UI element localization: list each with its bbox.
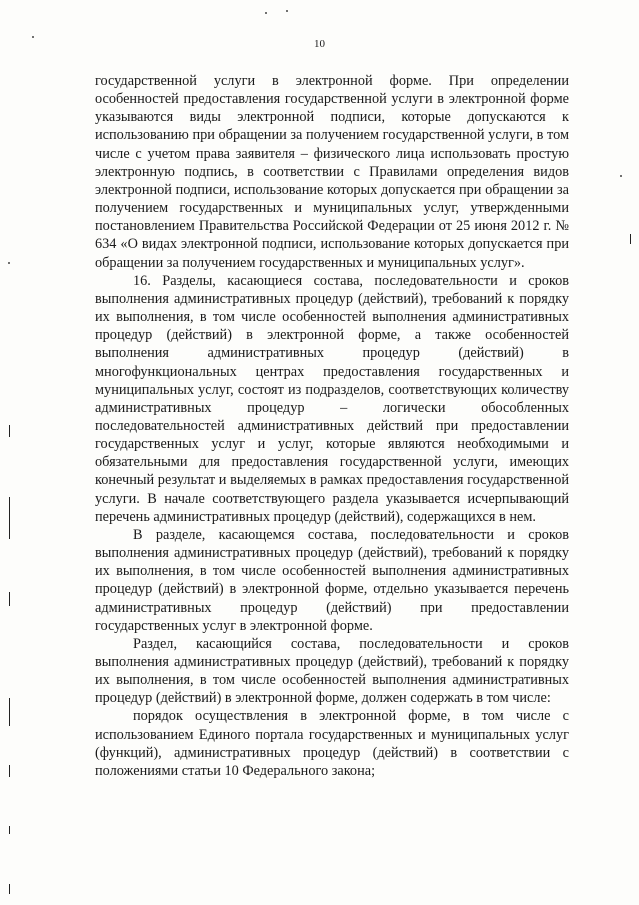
scan-mark xyxy=(9,425,10,437)
paragraph-1: государственной услуги в электронной форме. При определении особенностей предоставления государственной услуги в электронной форме указываются виды электронной подписи, которые допускаются к использованию при обращении за получением государственной услуги, в том числе с учетом права заявителя – физического лица использовать простую электронную подпись, в соответствии с Правилами определения видов электронной подписи, использование которых допускается при обращении за получением государственных и муниципальных услуг, утвержденными постановлением Правительства Российской Федерации от 25 июня 2012 г. № 634 «О видах электронной подписи, использование которых допускается при обращении за получением государственных и муниципальных услуг». xyxy=(95,73,569,271)
scan-dot xyxy=(265,12,267,14)
scan-mark xyxy=(9,884,10,894)
paragraph-2: 16. Разделы, касающиеся состава, последовательности и сроков выполнения административных процедур (действий), требований к порядку их выполнения, в том числе особенностей выполнения административных процедур (действий) в электронной форме, а также особенностей выполнения административных процедур (действий) в многофункциональных центрах предоставления государственных и муниципальных услуг, состоят из подразделов, соответствующих количеству административных процедур – логически обособленных последовательностей административных действий при предоставлении государственных услуг и услуг, которые являются необходимыми и обязательными для предоставления государственной услуги, имеющих конечный результат и выделяемых в рамках предоставления государственной услуги. В начале соответствующего раздела указывается исчерпывающий перечень административных процедур (действий), содержащихся в нем. xyxy=(95,272,569,525)
scan-mark xyxy=(9,826,10,834)
document-body xyxy=(95,72,569,780)
paragraph-5: порядок осуществления в электронной форме, в том числе с использованием Единого портала государственных и муниципальных услуг (функций), административных процедур (действий) в соответствии с положениями статьи 10 Федерального закона; xyxy=(95,708,569,779)
scan-mark xyxy=(9,592,10,606)
paragraph-3: В разделе, касающемся состава, последовательности и сроков выполнения административных процедур (действий), требований к порядку их выполнения, в том числе особенностей выполнения административных процедур (действий) в электронной форме, отдельно указывается перечень административных процедур (действий) при предоставлении государственных услуг в электронной форме. xyxy=(95,526,569,634)
scan-mark xyxy=(9,497,10,539)
page-number: 10 xyxy=(314,38,325,50)
scan-dot xyxy=(286,10,288,12)
scan-dot xyxy=(32,36,34,38)
scan-dot xyxy=(8,262,10,264)
scan-mark xyxy=(9,765,10,777)
paragraph-4: Раздел, касающийся состава, последовательности и сроков выполнения административных процедур (действий), требований к порядку их выполнения, в том числе особенностей выполнения административных процедур (действий) в электронной форме, должен содержать в том числе: xyxy=(95,635,569,707)
scan-mark xyxy=(630,234,631,244)
scan-dot xyxy=(620,175,622,177)
scan-mark xyxy=(9,698,10,726)
